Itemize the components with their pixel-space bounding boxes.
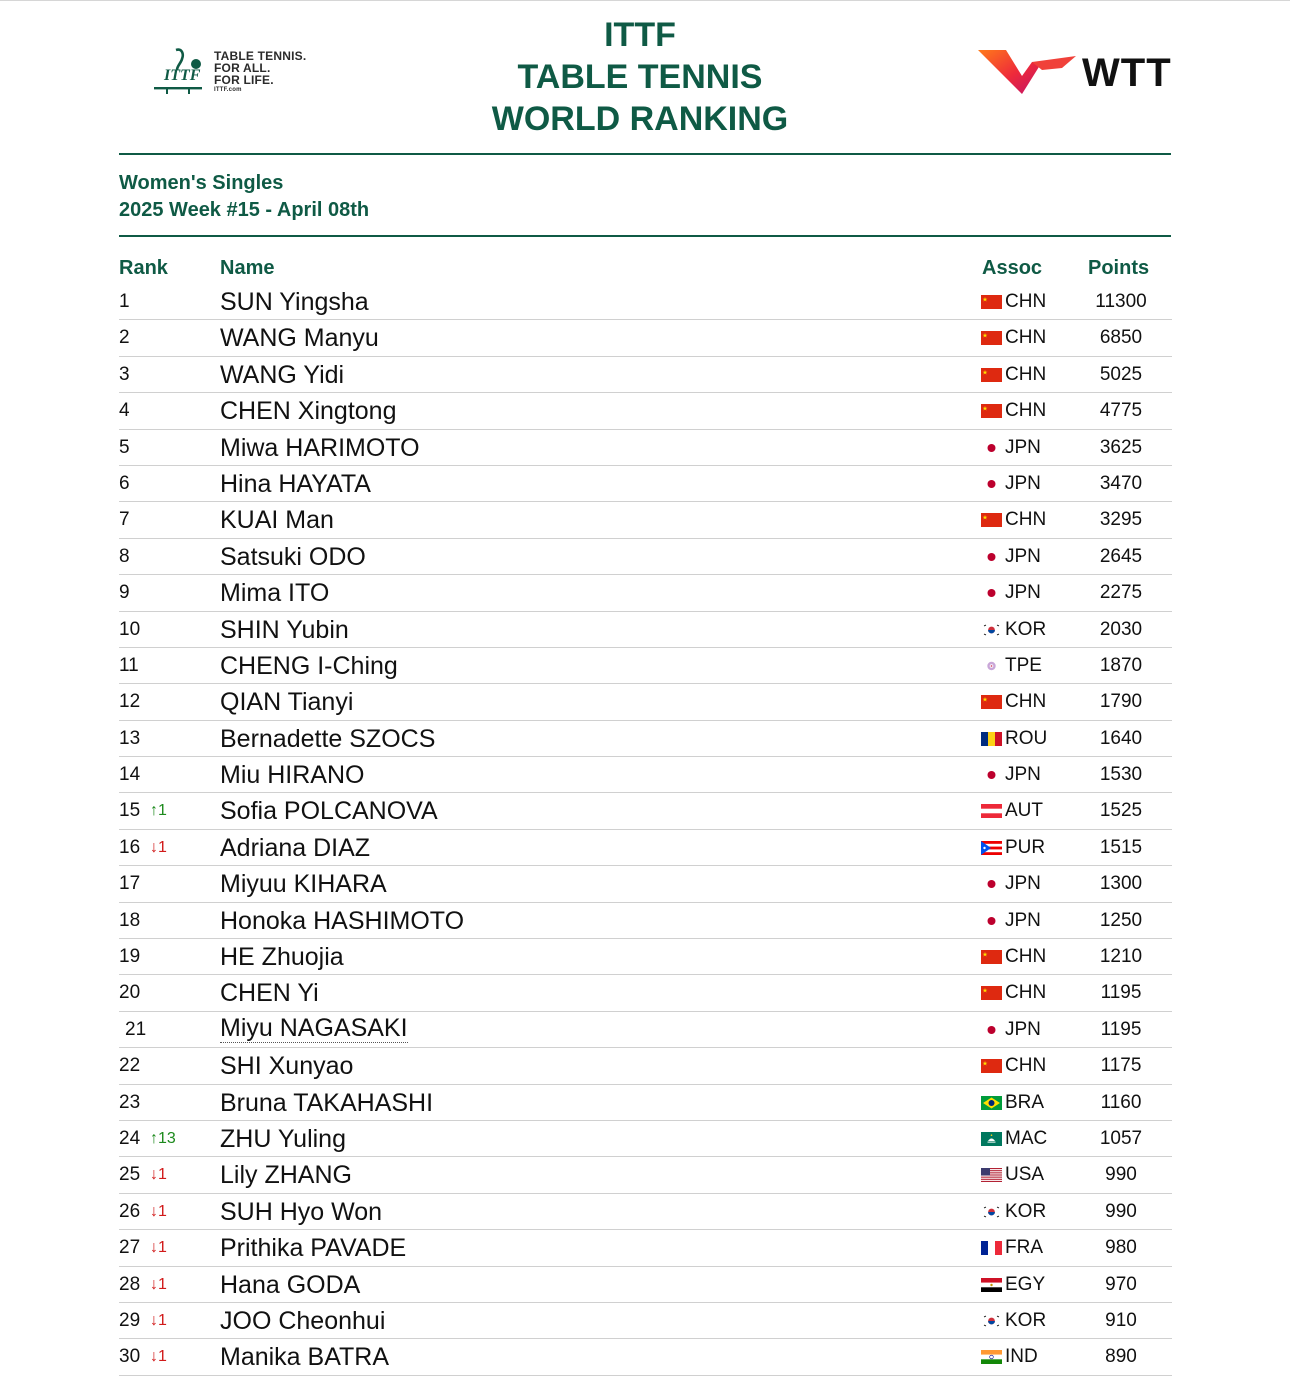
table-row	[119, 575, 1172, 611]
fra-flag-icon	[981, 1241, 1002, 1255]
rank-value: 27	[119, 1237, 141, 1259]
player-name: ZHU Yuling	[220, 1124, 346, 1153]
points-value: 2030	[1099, 618, 1143, 640]
page-header	[0, 0, 1290, 150]
table-row	[119, 903, 1172, 939]
points-value: 5025	[1099, 363, 1143, 385]
table-row	[119, 793, 1172, 829]
table-row	[119, 939, 1172, 975]
player-name: Adriana DIAZ	[220, 833, 371, 862]
table-row	[119, 721, 1172, 757]
table-row	[119, 430, 1172, 466]
rank-value: 6	[119, 472, 130, 494]
chn-flag-icon	[981, 986, 1002, 1000]
points-value: 1175	[1100, 1055, 1142, 1077]
assoc-code: CHN	[1005, 509, 1047, 531]
points-value: 6850	[1099, 327, 1143, 349]
table-row	[119, 1121, 1172, 1157]
rank-value: 28	[119, 1273, 141, 1295]
player-name: WANG Manyu	[220, 324, 379, 353]
assoc-code: BRA	[1005, 1091, 1045, 1113]
table-row	[119, 1048, 1172, 1084]
points-value: 980	[1105, 1237, 1137, 1259]
player-name: Miu HIRANO	[220, 761, 365, 790]
assoc-code: JPN	[1005, 545, 1041, 567]
aut-flag-icon	[981, 804, 1002, 818]
column-header-assoc: Assoc	[982, 257, 1043, 279]
rou-flag-icon	[981, 732, 1002, 746]
egy-flag-icon	[981, 1278, 1002, 1292]
player-name: Lily ZHANG	[220, 1161, 352, 1190]
rank-down-indicator: ↓1	[150, 1311, 167, 1329]
rank-up-indicator: ↑13	[150, 1129, 176, 1147]
column-header-points: Points	[1088, 257, 1150, 279]
rank-value: 2	[119, 327, 130, 349]
points-value: 1300	[1099, 873, 1143, 895]
assoc-code: PUR	[1005, 836, 1046, 858]
rank-value: 4	[119, 400, 130, 422]
table-row	[119, 393, 1172, 429]
mac-flag-icon	[981, 1132, 1002, 1146]
table-row	[119, 975, 1172, 1011]
points-value: 1525	[1099, 800, 1143, 822]
title-line: WORLD RANKING	[491, 100, 789, 138]
player-name: Satsuki ODO	[220, 542, 366, 571]
table-row	[119, 502, 1172, 538]
assoc-code: MAC	[1005, 1127, 1048, 1149]
player-name: WANG Yidi	[220, 360, 345, 389]
ittf-tagline	[214, 50, 306, 95]
rank-value: 14	[119, 764, 141, 786]
table-row	[119, 612, 1172, 648]
wtt-mark-icon	[976, 46, 1080, 98]
pur-flag-icon	[981, 841, 1002, 855]
player-name: QIAN Tianyi	[220, 688, 354, 717]
chn-flag-icon	[981, 695, 1002, 709]
assoc-code: JPN	[1005, 909, 1041, 931]
table-row	[119, 357, 1172, 393]
player-name: Honoka HASHIMOTO	[220, 906, 465, 935]
assoc-code: CHN	[1005, 400, 1047, 422]
points-value: 2275	[1099, 582, 1143, 604]
player-name: SUN Yingsha	[220, 288, 369, 316]
jpn-flag-icon	[981, 586, 1002, 600]
table-row	[119, 757, 1172, 793]
assoc-code: CHN	[1005, 1055, 1047, 1077]
rank-value: 9	[119, 582, 130, 604]
kor-flag-icon	[981, 623, 1002, 637]
rank-value: 3	[119, 363, 130, 385]
player-name: CHEN Yi	[220, 979, 319, 1008]
table-row	[119, 648, 1172, 684]
wtt-logo	[976, 46, 1181, 98]
category-label: Women's Singles	[119, 172, 284, 194]
points-value: 910	[1105, 1309, 1137, 1331]
points-value: 890	[1105, 1346, 1137, 1368]
player-name: SUH Hyo Won	[220, 1197, 383, 1226]
rank-value: 23	[119, 1091, 141, 1113]
chn-flag-icon	[981, 513, 1002, 527]
table-row	[119, 1085, 1172, 1121]
assoc-code: JPN	[1005, 436, 1041, 458]
chn-flag-icon	[981, 331, 1002, 345]
player-name: KUAI Man	[220, 506, 334, 535]
assoc-code: IND	[1005, 1346, 1038, 1368]
player-name: Miyuu KIHARA	[220, 870, 387, 899]
chn-flag-icon	[981, 295, 1002, 309]
assoc-code: JPN	[1005, 764, 1041, 786]
rank-value: 10	[119, 618, 141, 640]
svg-text:ITTF: ITTF	[164, 67, 201, 84]
points-value: 3470	[1099, 472, 1143, 494]
subtitle-divider	[119, 235, 1171, 237]
points-value: 1195	[1100, 982, 1142, 1004]
ittf-tagline-line: TABLE TENNIS.	[214, 49, 307, 63]
title-line: ITTF	[604, 16, 676, 54]
kor-flag-icon	[981, 1314, 1002, 1328]
assoc-code: KOR	[1005, 1309, 1047, 1331]
rank-down-indicator: ↓1	[150, 1275, 167, 1293]
chn-flag-icon	[981, 368, 1002, 382]
points-value: 1530	[1099, 764, 1143, 786]
table-row	[119, 539, 1172, 575]
rank-value: 29	[119, 1309, 141, 1331]
column-header-rank: Rank	[119, 257, 168, 279]
player-name: Bruna TAKAHASHI	[220, 1088, 434, 1117]
points-value: 1640	[1099, 727, 1143, 749]
assoc-code: KOR	[1005, 1200, 1047, 1222]
assoc-code: JPN	[1005, 472, 1041, 494]
points-value: 1160	[1100, 1091, 1142, 1113]
ittf-url: ITTF.com	[214, 87, 242, 93]
rank-value: 26	[119, 1200, 141, 1222]
assoc-code: CHN	[1005, 982, 1047, 1004]
chn-flag-icon	[981, 1059, 1002, 1073]
assoc-code: ROU	[1005, 727, 1048, 749]
player-name: JOO Cheonhui	[220, 1306, 386, 1335]
table-row	[119, 1230, 1172, 1266]
jpn-flag-icon	[981, 550, 1002, 564]
jpn-flag-icon	[981, 768, 1002, 782]
assoc-code: AUT	[1005, 800, 1043, 822]
usa-flag-icon	[981, 1168, 1002, 1182]
table-row	[119, 1267, 1172, 1303]
points-value: 1515	[1099, 836, 1143, 858]
rank-value: 15	[119, 800, 141, 822]
player-name: SHIN Yubin	[220, 615, 349, 644]
player-name: Miwa HARIMOTO	[220, 433, 420, 462]
player-name[interactable]: Miyu NAGASAKI	[220, 1013, 408, 1042]
player-name: Hina HAYATA	[220, 469, 371, 498]
assoc-code: KOR	[1005, 618, 1047, 640]
player-name: Prithika PAVADE	[220, 1234, 407, 1263]
rank-value: 1	[119, 291, 130, 312]
points-value: 4775	[1099, 400, 1143, 422]
tpe-flag-icon	[981, 659, 1002, 673]
rank-down-indicator: ↓1	[150, 1166, 167, 1184]
points-value: 3625	[1099, 436, 1143, 458]
assoc-code: CHN	[1005, 691, 1047, 713]
rank-down-indicator: ↓1	[150, 838, 167, 856]
player-name: CHENG I-Ching	[220, 651, 398, 680]
column-header-name: Name	[220, 257, 275, 279]
points-value: 2645	[1099, 545, 1143, 567]
header-divider	[119, 153, 1171, 155]
jpn-flag-icon	[981, 441, 1002, 455]
assoc-code: JPN	[1005, 582, 1041, 604]
player-name: Hana GODA	[220, 1270, 361, 1299]
jpn-flag-icon	[981, 877, 1002, 891]
points-value: 990	[1105, 1164, 1137, 1186]
table-row	[119, 830, 1172, 866]
player-name: CHEN Xingtong	[220, 397, 397, 426]
assoc-code: CHN	[1005, 327, 1047, 349]
jpn-flag-icon	[981, 914, 1002, 928]
points-value: 970	[1105, 1273, 1137, 1295]
chn-flag-icon	[981, 950, 1002, 964]
rank-value: 19	[119, 946, 141, 968]
assoc-code: USA	[1005, 1164, 1045, 1186]
assoc-code: CHN	[1005, 946, 1047, 968]
player-name: SHI Xunyao	[220, 1052, 354, 1081]
ittf-paddle-icon	[152, 46, 212, 96]
table-row	[119, 466, 1172, 502]
rank-value: 5	[119, 436, 130, 458]
points-value: 1790	[1099, 691, 1143, 713]
title-line: TABLE TENNIS	[517, 58, 763, 96]
rank-value: 16	[119, 836, 141, 858]
rank-value: 25	[119, 1164, 141, 1186]
kor-flag-icon	[981, 1205, 1002, 1219]
rank-value: 24	[119, 1127, 141, 1149]
player-name: Manika BATRA	[220, 1343, 390, 1372]
rank-value: 13	[119, 727, 141, 749]
table-row	[119, 866, 1172, 902]
player-name: Mima ITO	[220, 579, 330, 608]
table-row	[119, 1339, 1172, 1375]
jpn-flag-icon	[981, 477, 1002, 491]
rank-value: 12	[119, 691, 141, 713]
rank-value: 20	[119, 982, 141, 1004]
table-row	[119, 684, 1172, 720]
table-row	[119, 1194, 1172, 1230]
assoc-code: FRA	[1005, 1237, 1043, 1259]
rank-value: 22	[119, 1055, 141, 1077]
rank-value: 11	[119, 654, 139, 676]
rank-down-indicator: ↓1	[150, 1348, 167, 1366]
rank-value: 18	[119, 909, 141, 931]
points-value: 1195	[1100, 1018, 1142, 1040]
table-row	[119, 1303, 1172, 1339]
player-name: Sofia POLCANOVA	[220, 797, 438, 826]
rank-down-indicator: ↓1	[150, 1202, 167, 1220]
points-value: 3295	[1099, 509, 1143, 531]
assoc-code: CHN	[1005, 291, 1047, 312]
jpn-flag-icon	[981, 1023, 1002, 1037]
ranking-table	[119, 284, 1172, 1376]
rank-value: 21	[125, 1018, 147, 1040]
ittf-tagline-line: FOR LIFE.	[214, 73, 274, 87]
assoc-code: JPN	[1005, 873, 1041, 895]
rank-value: 17	[119, 873, 141, 895]
player-name: HE Zhuojia	[220, 943, 344, 972]
chn-flag-icon	[981, 404, 1002, 418]
points-value: 1870	[1099, 654, 1143, 676]
points-value: 11300	[1095, 291, 1147, 312]
table-row	[119, 1157, 1172, 1193]
week-label: 2025 Week #15 - April 08th	[119, 199, 370, 221]
page-title	[440, 14, 840, 140]
points-value: 1057	[1099, 1127, 1143, 1149]
points-value: 990	[1105, 1200, 1137, 1222]
ind-flag-icon	[981, 1350, 1002, 1364]
table-row	[119, 320, 1172, 356]
assoc-code: TPE	[1005, 654, 1042, 676]
points-value: 1210	[1099, 946, 1143, 968]
assoc-code: CHN	[1005, 363, 1047, 385]
table-row	[119, 1012, 1172, 1048]
rank-value: 30	[119, 1346, 141, 1368]
bra-flag-icon	[981, 1096, 1002, 1110]
wtt-wordmark: WTT	[1082, 51, 1172, 95]
points-value: 1250	[1099, 909, 1143, 931]
rank-up-indicator: ↑1	[150, 802, 167, 820]
player-name: Bernadette SZOCS	[220, 724, 436, 753]
ittf-tagline-line: FOR ALL.	[214, 61, 271, 75]
table-row	[119, 284, 1172, 320]
rank-value: 7	[119, 509, 130, 531]
ittf-logo	[152, 46, 332, 98]
rank-value: 8	[119, 545, 130, 567]
ranking-subtitle	[119, 170, 369, 224]
rank-down-indicator: ↓1	[150, 1239, 167, 1257]
assoc-code: EGY	[1005, 1273, 1046, 1295]
assoc-code: JPN	[1005, 1018, 1041, 1040]
